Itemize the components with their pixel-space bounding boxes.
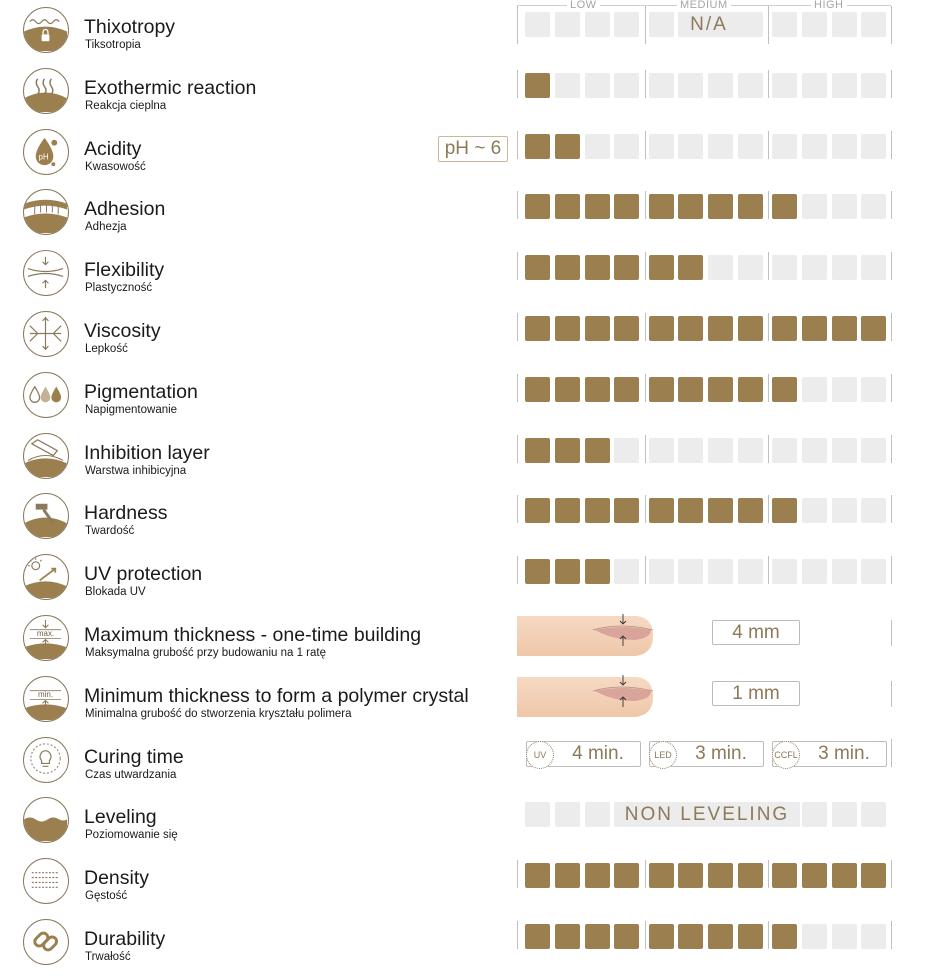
- level-cell-filled: [802, 316, 827, 341]
- property-subtitle: Maksymalna grubość przy budowaniu na 1 ratę: [85, 647, 326, 659]
- scale-divider: [891, 6, 892, 44]
- property-title: Density: [84, 867, 150, 890]
- property-row-viscosity: [0, 308, 937, 369]
- level-cell-filled: [738, 377, 763, 402]
- thickness-value: 4 mm: [712, 620, 800, 645]
- scale-divider: [517, 70, 518, 98]
- scale-divider: [645, 435, 646, 463]
- level-cell-filled: [708, 194, 733, 219]
- level-cell-filled: [525, 863, 550, 888]
- level-cell-filled: [555, 377, 580, 402]
- property-row-adhesion: [0, 186, 937, 247]
- property-subtitle: Warstwa inhibicyjna: [85, 464, 187, 477]
- property-subtitle: Reakcja cieplna: [85, 99, 167, 112]
- level-cell-filled: [555, 498, 580, 523]
- level-cell-filled: [708, 863, 733, 888]
- level-cell-filled: [614, 255, 639, 280]
- level-cell-empty: [802, 802, 827, 827]
- level-cell-empty: [525, 802, 550, 827]
- heat-waves-icon: [23, 68, 69, 114]
- level-cell-empty: [772, 438, 797, 463]
- scale-divider: [768, 860, 769, 888]
- property-row-leveling: [0, 794, 937, 855]
- level-cell-empty: [555, 12, 580, 37]
- level-cell-empty: [861, 134, 886, 159]
- level-cell-filled: [832, 316, 857, 341]
- level-cell-filled: [614, 924, 639, 949]
- property-title: Minimum thickness to form a polymer crystal: [84, 684, 469, 707]
- scale-divider: [891, 191, 892, 219]
- scale-divider: [891, 495, 892, 523]
- scale-divider: [768, 495, 769, 523]
- property-subtitle: Trwałość: [85, 951, 131, 963]
- level-cell-filled: [555, 438, 580, 463]
- level-cell-empty: [832, 438, 857, 463]
- scale-divider: [645, 313, 646, 341]
- level-cell-filled: [678, 194, 703, 219]
- level-cell-filled: [555, 134, 580, 159]
- level-cell-filled: [585, 194, 610, 219]
- level-cell-filled: [678, 255, 703, 280]
- level-cell-empty: [708, 255, 733, 280]
- level-cell-empty: [614, 559, 639, 584]
- scale-divider: [517, 131, 518, 159]
- level-cell-filled: [525, 73, 550, 98]
- level-cell-filled: [678, 498, 703, 523]
- curing-duration: 3 min.: [695, 742, 747, 764]
- scale-divider: [768, 374, 769, 402]
- level-cell-filled: [525, 559, 550, 584]
- scale-divider: [768, 435, 769, 463]
- level-cell-filled: [585, 255, 610, 280]
- level-cell-filled: [649, 377, 674, 402]
- scale-divider: [891, 374, 892, 402]
- level-cell-filled: [555, 559, 580, 584]
- level-cell-empty: [678, 134, 703, 159]
- level-cell-empty: [708, 438, 733, 463]
- property-row-maxthick: [0, 612, 937, 673]
- scale-divider: [517, 435, 518, 463]
- property-title: Adhesion: [84, 198, 166, 221]
- level-cell-filled: [555, 255, 580, 280]
- level-cell-empty: [678, 438, 703, 463]
- level-cell-filled: [585, 863, 610, 888]
- scale-divider: [645, 252, 646, 280]
- level-cell-empty: [802, 194, 827, 219]
- level-cell-filled: [832, 863, 857, 888]
- property-title: Hardness: [84, 502, 168, 525]
- level-cell-empty: [738, 12, 763, 37]
- level-cell-empty: [772, 255, 797, 280]
- adhesion-icon: [23, 189, 69, 235]
- scale-divider: [517, 191, 518, 219]
- level-cell-empty: [861, 255, 886, 280]
- property-row-flexibility: [0, 247, 937, 308]
- level-cell-empty: [738, 559, 763, 584]
- level-cell-filled: [555, 316, 580, 341]
- level-cell-filled: [649, 194, 674, 219]
- property-title: Curing time: [84, 745, 184, 768]
- level-cell-empty: [738, 255, 763, 280]
- property-subtitle: Lepkość: [85, 343, 128, 355]
- level-cell-filled: [614, 863, 639, 888]
- level-cell-filled: [861, 863, 886, 888]
- scale-divider: [891, 620, 892, 646]
- property-row-durability: [0, 916, 937, 977]
- level-cell-filled: [585, 559, 610, 584]
- level-cell-empty: [802, 498, 827, 523]
- level-cell-filled: [525, 377, 550, 402]
- level-cell-empty: [708, 559, 733, 584]
- level-cell-filled: [585, 438, 610, 463]
- flexibility-icon: [23, 250, 69, 296]
- level-cell-empty: [832, 498, 857, 523]
- level-cell-empty: [861, 498, 886, 523]
- finger-nail-illustration: [517, 608, 657, 664]
- scale-divider: [891, 435, 892, 463]
- level-cell-empty: [585, 802, 610, 827]
- level-cell-filled: [525, 134, 550, 159]
- scale-divider: [645, 191, 646, 219]
- lamp-icon: [23, 737, 69, 783]
- level-cell-filled: [708, 377, 733, 402]
- property-row-inhibition: [0, 430, 937, 491]
- level-cell-filled: [555, 924, 580, 949]
- scale-divider: [517, 252, 518, 280]
- max-thickness-icon: [23, 615, 69, 661]
- property-title: Inhibition layer: [84, 441, 210, 464]
- level-cell-empty: [832, 255, 857, 280]
- property-row-acidity: [0, 126, 937, 187]
- level-cell-filled: [649, 255, 674, 280]
- scale-divider: [891, 131, 892, 159]
- level-cell-empty: [738, 73, 763, 98]
- scale-divider: [891, 252, 892, 280]
- property-title: UV protection: [84, 563, 203, 586]
- level-cell-empty: [649, 73, 674, 98]
- level-cell-filled: [525, 438, 550, 463]
- level-cell-filled: [649, 924, 674, 949]
- level-cell-empty: [832, 802, 857, 827]
- scale-divider: [891, 681, 892, 707]
- density-icon: [23, 858, 69, 904]
- property-subtitle: Kwasowość: [85, 160, 146, 173]
- scale-divider: [768, 252, 769, 280]
- lamp-type-label: CCFL: [772, 741, 800, 769]
- level-cell-filled: [708, 498, 733, 523]
- level-cell-filled: [525, 498, 550, 523]
- level-cell-empty: [649, 134, 674, 159]
- level-cell-filled: [738, 924, 763, 949]
- property-row-minthick: [0, 673, 937, 734]
- property-row-density: [0, 855, 937, 916]
- level-cell-filled: [649, 316, 674, 341]
- property-row-pigmentation: [0, 369, 937, 430]
- level-cell-empty: [832, 559, 857, 584]
- level-cell-filled: [738, 194, 763, 219]
- property-title: Durability: [84, 928, 166, 950]
- icon-caption: min.: [37, 689, 54, 699]
- scale-medium-label: MEDIUM: [677, 0, 731, 11]
- leveling-icon: [23, 797, 69, 843]
- scale-divider: [891, 921, 892, 949]
- level-cell-empty: [832, 134, 857, 159]
- level-cell-empty: [555, 73, 580, 98]
- level-cell-empty: [585, 73, 610, 98]
- curing-time-ccfl: [772, 741, 887, 767]
- property-subtitle: Plastyczność: [85, 282, 153, 295]
- level-cell-filled: [678, 863, 703, 888]
- level-cell-filled: [772, 924, 797, 949]
- property-title: Thixotropy: [84, 16, 176, 38]
- level-cell-filled: [585, 377, 610, 402]
- thixotropy-icon: [23, 7, 69, 53]
- scale-divider: [891, 739, 892, 767]
- curing-time-led: [649, 741, 764, 767]
- scale-divider: [517, 556, 518, 584]
- scale-divider: [517, 495, 518, 523]
- scale-divider: [645, 921, 646, 949]
- property-subtitle: Czas utwardzania: [85, 768, 177, 781]
- level-cell-empty: [525, 12, 550, 37]
- scale-divider: [645, 495, 646, 523]
- property-title: Flexibility: [84, 259, 165, 282]
- level-cell-filled: [525, 316, 550, 341]
- scale-divider: [645, 556, 646, 584]
- level-cell-filled: [861, 316, 886, 341]
- level-cell-empty: [772, 73, 797, 98]
- level-cell-empty: [649, 559, 674, 584]
- level-cell-filled: [585, 498, 610, 523]
- level-cell-empty: [772, 134, 797, 159]
- scale-low-label: LOW: [567, 0, 600, 11]
- level-cell-filled: [525, 255, 550, 280]
- level-cell-filled: [585, 316, 610, 341]
- level-cell-empty: [802, 12, 827, 37]
- level-cell-empty: [678, 559, 703, 584]
- level-cell-empty: [708, 134, 733, 159]
- icon-caption: max.: [36, 629, 55, 638]
- level-cell-empty: [802, 255, 827, 280]
- scale-divider: [768, 131, 769, 159]
- property-subtitle: Minimalna grubość do stworzenia kryształu polimera: [85, 707, 352, 720]
- level-cell-filled: [738, 316, 763, 341]
- property-title: Pigmentation: [84, 380, 198, 403]
- scale-divider: [768, 313, 769, 341]
- level-cell-empty: [861, 73, 886, 98]
- finger-nail-illustration: [517, 669, 657, 725]
- level-cell-filled: [585, 924, 610, 949]
- level-cell-empty: [585, 134, 610, 159]
- level-cell-empty: [738, 134, 763, 159]
- scale-divider: [645, 70, 646, 98]
- level-cell-empty: [861, 802, 886, 827]
- viscosity-icon: [23, 311, 69, 357]
- level-cell-empty: [614, 12, 639, 37]
- level-cell-empty: [708, 73, 733, 98]
- uv-sun-icon: [23, 554, 69, 600]
- ph-value-badge: pH ~ 6: [438, 136, 508, 162]
- level-cell-filled: [772, 863, 797, 888]
- level-cell-empty: [738, 438, 763, 463]
- curing-duration: 4 min.: [572, 742, 624, 764]
- level-cell-filled: [738, 863, 763, 888]
- thickness-value: 1 mm: [712, 681, 800, 706]
- level-cell-filled: [678, 924, 703, 949]
- scale-high-label: HIGH: [811, 0, 847, 11]
- level-cell-empty: [832, 377, 857, 402]
- property-subtitle: Napigmentowanie: [85, 403, 178, 416]
- level-cell-filled: [614, 316, 639, 341]
- property-title: Exothermic reaction: [84, 76, 257, 99]
- level-cell-filled: [649, 863, 674, 888]
- level-cell-empty: [649, 438, 674, 463]
- hammer-icon: [23, 493, 69, 539]
- lamp-type-label: UV: [526, 741, 554, 769]
- ph-drop-icon: [23, 129, 69, 175]
- level-cell-empty: [678, 73, 703, 98]
- level-cell-empty: [649, 12, 674, 37]
- level-cell-empty: [832, 924, 857, 949]
- scale-divider: [645, 860, 646, 888]
- min-thickness-icon: [23, 676, 69, 722]
- inhibition-layer-icon: [23, 433, 69, 479]
- curing-duration: 3 min.: [818, 742, 870, 764]
- level-cell-filled: [614, 377, 639, 402]
- level-cell-empty: [802, 377, 827, 402]
- level-cell-empty: [832, 12, 857, 37]
- level-cell-filled: [525, 194, 550, 219]
- chain-link-icon: [23, 919, 69, 965]
- pigment-drops-icon: [23, 372, 69, 418]
- property-title: Leveling: [84, 806, 157, 829]
- scale-divider: [645, 374, 646, 402]
- scale-divider: [768, 6, 769, 44]
- level-cell-empty: [802, 73, 827, 98]
- level-cell-empty: [802, 924, 827, 949]
- not-applicable-label: N/A: [678, 12, 740, 37]
- level-cell-empty: [832, 73, 857, 98]
- svg-text:pH: pH: [38, 151, 49, 161]
- level-cell-empty: [585, 12, 610, 37]
- level-cell-filled: [772, 377, 797, 402]
- level-cell-filled: [555, 194, 580, 219]
- property-subtitle: Poziomowanie się: [85, 829, 178, 842]
- scale-divider: [517, 374, 518, 402]
- scale-divider: [891, 556, 892, 584]
- scale-divider: [768, 191, 769, 219]
- lamp-type-label: LED: [649, 741, 677, 769]
- level-cell-empty: [861, 438, 886, 463]
- level-cell-empty: [555, 802, 580, 827]
- level-cell-filled: [772, 498, 797, 523]
- property-row-uv: [0, 551, 937, 612]
- level-cell-filled: [738, 498, 763, 523]
- scale-divider: [768, 70, 769, 98]
- level-cell-empty: [614, 134, 639, 159]
- scale-divider: [645, 6, 646, 44]
- level-cell-filled: [772, 194, 797, 219]
- level-cell-filled: [525, 924, 550, 949]
- level-cell-empty: [802, 559, 827, 584]
- level-cell-empty: [861, 559, 886, 584]
- scale-divider: [768, 556, 769, 584]
- level-cell-filled: [649, 498, 674, 523]
- scale-divider: [517, 921, 518, 949]
- property-row-exothermic: [0, 65, 937, 126]
- scale-divider: [891, 70, 892, 98]
- property-row-thixotropy: [0, 4, 937, 65]
- level-cell-empty: [614, 438, 639, 463]
- property-row-hardness: [0, 490, 937, 551]
- curing-time-uv: [526, 741, 641, 767]
- property-row-curing: [0, 734, 937, 795]
- property-subtitle: Blokada UV: [85, 586, 146, 599]
- level-cell-filled: [614, 498, 639, 523]
- level-cell-empty: [772, 12, 797, 37]
- scale-divider: [645, 131, 646, 159]
- level-cell-filled: [708, 924, 733, 949]
- property-subtitle: Adhezja: [85, 221, 127, 234]
- property-subtitle: Tiksotropia: [85, 39, 141, 51]
- level-cell-filled: [555, 863, 580, 888]
- level-cell-filled: [708, 316, 733, 341]
- scale-divider: [517, 313, 518, 341]
- property-subtitle: Twardość: [85, 525, 135, 538]
- property-subtitle: Gęstość: [85, 890, 128, 903]
- non-leveling-label: NON LEVELING: [614, 802, 800, 827]
- level-cell-empty: [861, 377, 886, 402]
- scale-divider: [517, 860, 518, 888]
- level-cell-empty: [772, 559, 797, 584]
- property-title: Viscosity: [84, 320, 161, 342]
- property-title: Maximum thickness - one-time building: [84, 624, 422, 646]
- level-cell-filled: [678, 377, 703, 402]
- level-cell-empty: [861, 12, 886, 37]
- level-cell-empty: [861, 924, 886, 949]
- level-cell-empty: [832, 194, 857, 219]
- level-cell-empty: [614, 73, 639, 98]
- property-title: Acidity: [84, 137, 142, 160]
- scale-divider: [517, 6, 518, 44]
- scale-divider: [891, 860, 892, 888]
- level-cell-empty: [802, 438, 827, 463]
- scale-divider: [891, 313, 892, 341]
- level-cell-filled: [802, 863, 827, 888]
- level-cell-empty: [802, 134, 827, 159]
- level-cell-filled: [772, 316, 797, 341]
- scale-divider: [768, 921, 769, 949]
- level-cell-empty: [861, 194, 886, 219]
- level-cell-filled: [614, 194, 639, 219]
- level-cell-filled: [678, 316, 703, 341]
